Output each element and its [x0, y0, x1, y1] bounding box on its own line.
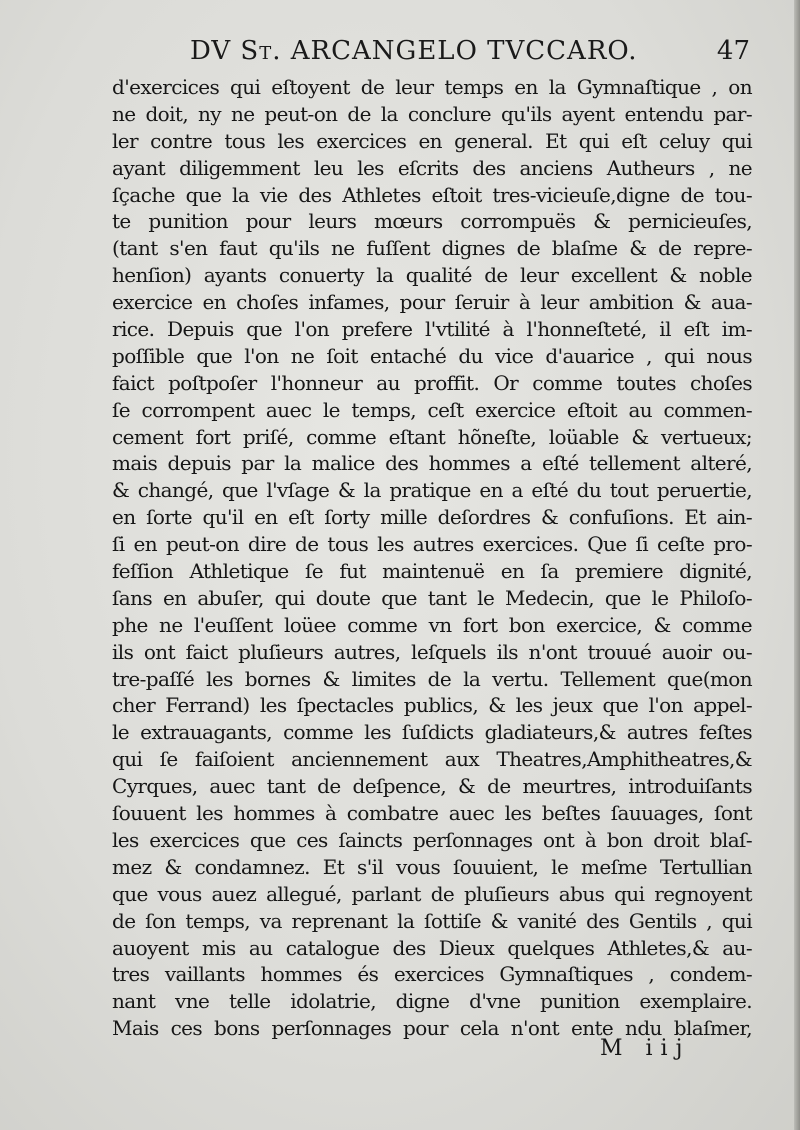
- text-line: cement fort priſé, comme eſtant hõneſte, loüable & vertueux;: [112, 424, 752, 449]
- text-line: en ſorte qu'il en eſt ſorty mille deſordres & confuſions. Et ain-: [112, 505, 752, 530]
- text-line: ils ont faict pluſieurs autres, leſquels ils n'ont trouué auoir ou-: [112, 639, 752, 664]
- page-edge-shadow: [794, 0, 800, 1130]
- text-line: ſans en abuſer, qui doute que tant le Medecin, que le Philoſo-: [112, 585, 752, 610]
- text-line: d'exercices qui eſtoyent de leur temps en la Gymnaſtique , on: [112, 75, 752, 99]
- text-line: le extrauagants, comme les ſuſdicts gladiateurs,& autres feſtes: [112, 720, 752, 745]
- running-title: DV St. ARCANGELO TVCCARO.: [190, 36, 638, 66]
- text-line: les exercices que ces ſaincts perſonnages ont à bon droit blaſ-: [112, 827, 752, 852]
- text-line: (tant s'en faut qu'ils ne fuſſent dignes de blaſme & de repre-: [112, 236, 752, 261]
- text-line: ſouuent les hommes à combatre auec les beſtes ſauuages, ſont: [112, 801, 752, 826]
- text-line: ayant diligemment leu les eſcrits des anciens Autheurs , ne: [112, 155, 752, 180]
- text-line: que vous auez allegué, parlant de pluſieurs abus qui regnoyent: [112, 881, 752, 906]
- text-line: henſion) ayants conuerty la qualité de leur excellent & noble: [112, 263, 752, 288]
- text-line: rice. Depuis que l'on prefere l'vtilité à l'honneſteté, il eſt im-: [112, 317, 752, 342]
- text-line: tre-paſſé les bornes & limites de la vertu. Tellement que(mon: [112, 666, 752, 691]
- text-line: poſſible que l'on ne ſoit entaché du vice d'auarice , qui nous: [112, 343, 752, 368]
- text-line: Cyrques, auec tant de deſpence, & de meurtres, introduiſants: [112, 774, 752, 799]
- text-line: tres vaillants hommes és exercices Gymnaſtiques , condem-: [112, 962, 752, 987]
- text-line: Mais ces bons perſonnages pour cela n'ont ente ndu blaſmer,: [112, 1016, 752, 1041]
- text-line: feſſion Athletique ſe fut maintenuë en ſa premiere dignité,: [112, 559, 752, 584]
- text-line: ſçache que la vie des Athletes eſtoit tres-vicieuſe,digne de tou-: [112, 182, 752, 207]
- text-line: ſi en peut-on dire de tous les autres exercices. Que ſi ceſte pro-: [112, 532, 752, 557]
- text-line: phe ne l'euſſent loüee comme vn fort bon exercice, & comme: [112, 612, 752, 637]
- page-number: 47: [716, 36, 750, 66]
- signature-mark: M iij: [600, 1036, 691, 1061]
- page-header: [190, 36, 750, 76]
- text-line: auoyent mis au catalogue des Dieux quelques Athletes,& au-: [112, 935, 752, 960]
- text-line: te punition pour leurs mœurs corrompuës & pernicieuſes,: [112, 209, 752, 234]
- text-line: qui ſe faiſoient anciennement aux Theatres,Amphitheatres,&: [112, 747, 752, 772]
- text-line: & changé, que l'vſage & la pratique en a eſté du tout peruertie,: [112, 478, 752, 503]
- text-line: exercice en choſes infames, pour ſeruir à leur ambition & aua-: [112, 290, 752, 315]
- text-line: faict poſtpoſer l'honneur au proffit. Or comme toutes choſes: [112, 370, 752, 395]
- body-text: [112, 74, 752, 1042]
- text-line: nant vne telle idolatrie, digne d'vne punition exemplaire.: [112, 989, 752, 1014]
- text-line: ſe corrompent auec le temps, ceſt exercice eſtoit au commen-: [112, 397, 752, 422]
- text-line: cher Ferrand) les ſpectacles publics, & les jeux que l'on appel-: [112, 693, 752, 718]
- text-line: mez & condamnez. Et s'il vous ſouuient, le meſme Tertullian: [112, 854, 752, 879]
- text-line: de ſon temps, va reprenant la ſottiſe & vanité des Gentils , qui: [112, 908, 752, 933]
- text-line: ler contre tous les exercices en general. Et qui eſt celuy qui: [112, 128, 752, 153]
- text-line: ne doit, ny ne peut-on de la conclure qu'ils ayent entendu par-: [112, 101, 752, 126]
- text-line: mais depuis par la malice des hommes a eſté tellement alteré,: [112, 451, 752, 476]
